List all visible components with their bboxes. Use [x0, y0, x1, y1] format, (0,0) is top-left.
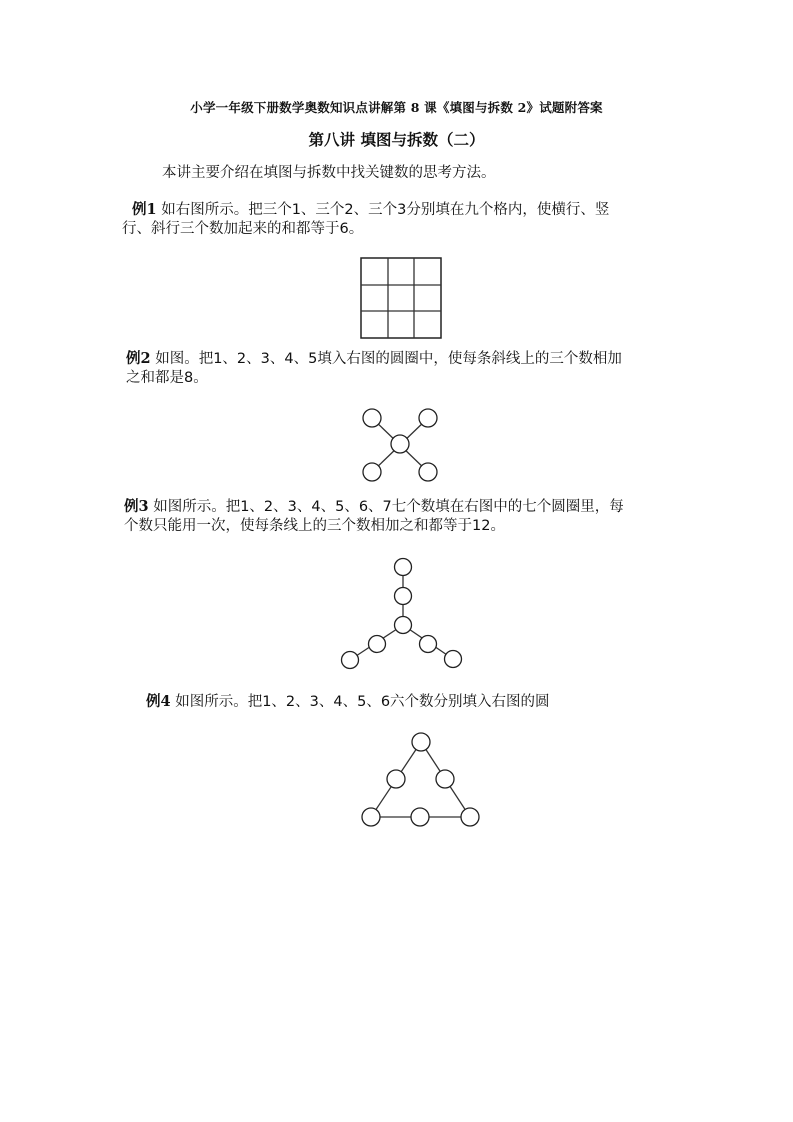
example-1-label: 例1 — [132, 201, 157, 218]
example-2-line-2: 之和都是8。 — [126, 369, 208, 386]
example-3-label: 例3 — [124, 498, 149, 515]
example-3-line-1: 例3 如图所示。把1、2、3、4、5、6、7七个数填在右图中的七个圆圈里，每 — [124, 498, 624, 515]
example-2-line-1: 例2 如图。把1、2、3、4、5填入右图的圆圈中，使每条斜线上的三个数相加 — [126, 350, 622, 367]
example-4-line-1: 例4 如图所示。把1、2、3、4、5、6六个数分别填入右图的圆 — [146, 693, 550, 710]
example-4-label: 例4 — [146, 693, 171, 710]
example-1-line-2: 行、斜行三个数加起来的和都等于6。 — [122, 220, 364, 237]
intro-paragraph: 本讲主要介绍在填图与拆数中找关键数的思考方法。 — [162, 165, 496, 181]
example-3-line-2: 个数只能用一次，使每条线上的三个数相加之和都等于12。 — [124, 517, 505, 534]
example-2-label: 例2 — [126, 350, 151, 367]
lesson-title: 第八讲 填图与拆数（二） — [308, 130, 485, 149]
example-1-line-1: 例1 如右图所示。把三个1、三个2、三个3分别填在九个格内，使横行、竖 — [132, 201, 610, 218]
document-header-title: 小学一年级下册数学奥数知识点讲解第 8 课《填图与拆数 2》试题附答案 — [190, 100, 603, 115]
